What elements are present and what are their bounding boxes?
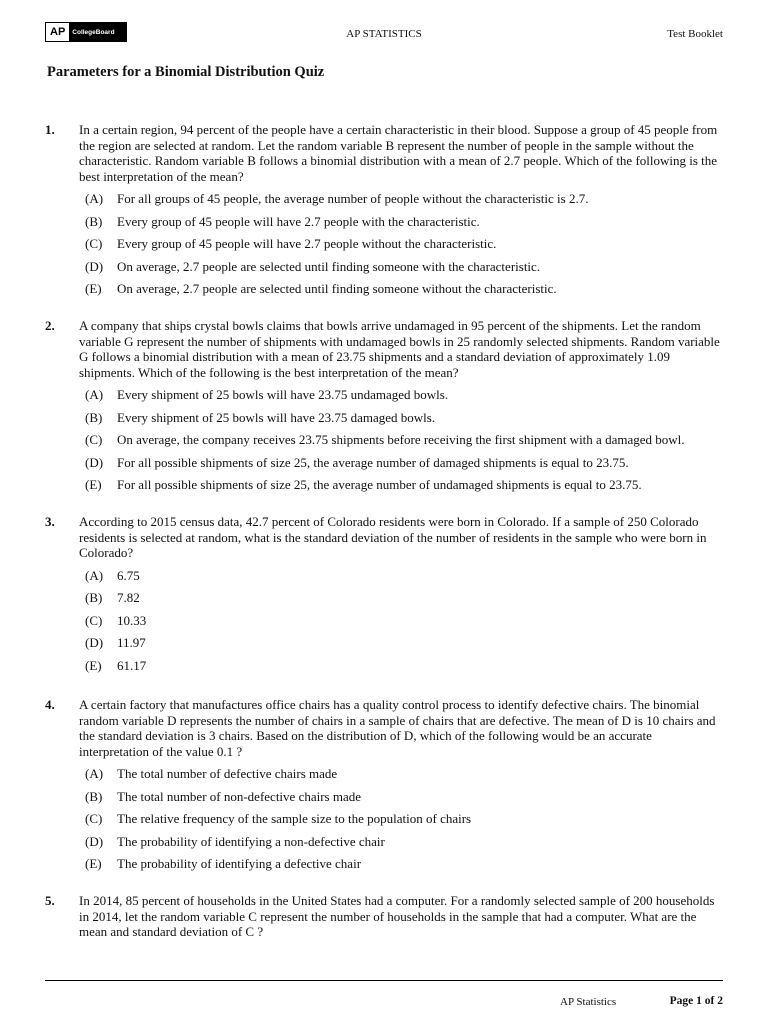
choice-text: 10.33	[117, 612, 147, 628]
answer-choice[interactable]	[85, 384, 725, 407]
choice-text: 11.97	[117, 635, 146, 651]
choice-letter: (A)	[85, 766, 104, 782]
question-number: 4.	[45, 697, 55, 712]
answer-choice[interactable]	[85, 256, 725, 279]
choice-text: The probability of identifying a non-defective chair	[117, 833, 385, 849]
answer-choice[interactable]	[85, 763, 725, 786]
question-2	[45, 318, 725, 497]
answer-choice[interactable]	[85, 565, 725, 588]
choice-letter: (C)	[85, 612, 103, 628]
choice-text: The total number of non-defective chairs made	[117, 788, 362, 804]
answer-choice[interactable]	[85, 786, 725, 809]
question-4	[45, 697, 725, 876]
answer-choice[interactable]	[85, 452, 725, 475]
choice-letter: (C)	[85, 811, 103, 827]
choice-text: 61.17	[117, 657, 147, 673]
answer-choice[interactable]	[85, 610, 725, 633]
answer-choice[interactable]	[85, 188, 725, 211]
footer-divider	[45, 980, 723, 981]
answer-choice[interactable]	[85, 429, 725, 452]
question-text: A company that ships crystal bowls claims that bowls arrive undamaged in 95 percent of the shipments. Let the random variable G represent the number of shipments with undamaged bowls in 25 randomly selected shipments. Random variable G follows a binomial distribution with a mean of 23.75 shipments and a standard deviation of approximately 1.09 shipments. Which of the following is the best interpretation of the mean?	[79, 318, 720, 380]
choice-text: Every group of 45 people will have 2.7 people with the characteristic.	[117, 213, 480, 229]
choice-text: The probability of identifying a defective chair	[117, 856, 362, 872]
answer-choice[interactable]	[85, 808, 725, 831]
choice-text: On average, 2.7 people are selected until finding someone without the characteristic.	[117, 281, 557, 297]
choice-letter: (E)	[85, 657, 102, 673]
page-header	[0, 0, 768, 60]
answer-choice[interactable]	[85, 853, 725, 876]
choice-letter: (E)	[85, 856, 102, 872]
choice-text: 6.75	[117, 567, 140, 583]
answer-choice[interactable]	[85, 474, 725, 497]
question-number: 5.	[45, 893, 55, 908]
choice-letter: (B)	[85, 788, 103, 804]
choice-letter: (D)	[85, 833, 104, 849]
choice-letter: (E)	[85, 281, 102, 297]
answer-choice[interactable]	[85, 407, 725, 430]
footer-subject: AP Statistics	[560, 996, 617, 1008]
choice-text: The relative frequency of the sample size to the population of chairs	[117, 811, 472, 827]
answer-choice[interactable]	[85, 632, 725, 655]
question-number: 1.	[45, 122, 55, 137]
answer-choice[interactable]	[85, 211, 725, 234]
question-3	[45, 514, 725, 677]
choice-text: For all groups of 45 people, the average number of people without the characteristic is 2.7.	[117, 191, 589, 207]
question-text: In 2014, 85 percent of households in the United States had a computer. For a randomly selected sample of 200 households in 2014, let the random variable C represent the number of households in the sample that had a computer. What are the mean and standard deviation of C ?	[79, 893, 715, 939]
answer-choices	[85, 763, 725, 876]
answer-choice[interactable]	[85, 831, 725, 854]
choice-text: Every shipment of 25 bowls will have 23.75 undamaged bowls.	[117, 387, 449, 403]
choice-text: For all possible shipments of size 25, the average number of damaged shipments is equal to 23.75.	[117, 454, 629, 470]
choice-text: On average, 2.7 people are selected until finding someone with the characteristic.	[117, 258, 541, 274]
quiz-title: Parameters for a Binomial Distribution Quiz	[47, 64, 325, 80]
answer-choice[interactable]	[85, 278, 725, 301]
choice-text: Every group of 45 people will have 2.7 people without the characteristic.	[117, 236, 497, 252]
choice-letter: (A)	[85, 567, 104, 583]
answer-choices	[85, 384, 725, 497]
answer-choice[interactable]	[85, 233, 725, 256]
answer-choices	[85, 565, 725, 678]
choice-letter: (D)	[85, 258, 104, 274]
choice-letter: (C)	[85, 236, 103, 252]
logo-collegeboard-text: CollegeBoard	[69, 23, 126, 41]
page-number: Page 1 of 2	[669, 995, 723, 1007]
header-booklet-label: Test Booklet	[667, 28, 723, 40]
choice-letter: (D)	[85, 454, 104, 470]
choice-text: Every shipment of 25 bowls will have 23.75 damaged bowls.	[117, 409, 436, 425]
choice-text: For all possible shipments of size 25, the average number of undamaged shipments is equal to 23.75.	[117, 477, 642, 493]
question-number: 3.	[45, 514, 55, 529]
answer-choices	[85, 188, 725, 301]
choice-text: On average, the company receives 23.75 shipments before receiving the first shipment with a damaged bowl.	[117, 432, 685, 448]
choice-letter: (D)	[85, 635, 104, 651]
choice-letter: (A)	[85, 191, 104, 207]
answer-choice[interactable]	[85, 587, 725, 610]
choice-letter: (B)	[85, 409, 103, 425]
choice-letter: (E)	[85, 477, 102, 493]
choice-letter: (B)	[85, 590, 103, 606]
choice-letter: (A)	[85, 387, 104, 403]
choice-text: 7.82	[117, 590, 140, 606]
header-subject: AP STATISTICS	[346, 28, 422, 40]
question-text: A certain factory that manufactures office chairs has a quality control process to identify defective chairs. The binomial random variable D represents the number of chairs in a sample of chairs that are defective. The mean of D is 10 chairs and the standard deviation is 3 chairs. Based on the distribution of D, which of the following would be an accurate interpretation of the value 0.1 ?	[79, 697, 716, 759]
question-number: 2.	[45, 318, 55, 333]
choice-text: The total number of defective chairs made	[117, 766, 338, 782]
question-1	[45, 122, 725, 301]
answer-choice[interactable]	[85, 655, 725, 678]
choice-letter: (B)	[85, 213, 103, 229]
question-text: In a certain region, 94 percent of the people have a certain characteristic in their blood. Suppose a group of 45 people from the region are selected at random. Let the random variable B represent the number of people in the sample without the characteristic. Random variable B follows a binomial distribution with a mean of 2.7 people. Which of the following is the best interpretation of the mean?	[79, 122, 718, 184]
logo-ap-text: AP	[46, 23, 69, 41]
question-text: According to 2015 census data, 42.7 percent of Colorado residents were born in Colorado. If a sample of 250 Colorado residents is selected at random, what is the standard deviation of the number of residents in the sample who were born in Colorado?	[79, 514, 707, 560]
choice-letter: (C)	[85, 432, 103, 448]
question-5	[45, 893, 725, 940]
